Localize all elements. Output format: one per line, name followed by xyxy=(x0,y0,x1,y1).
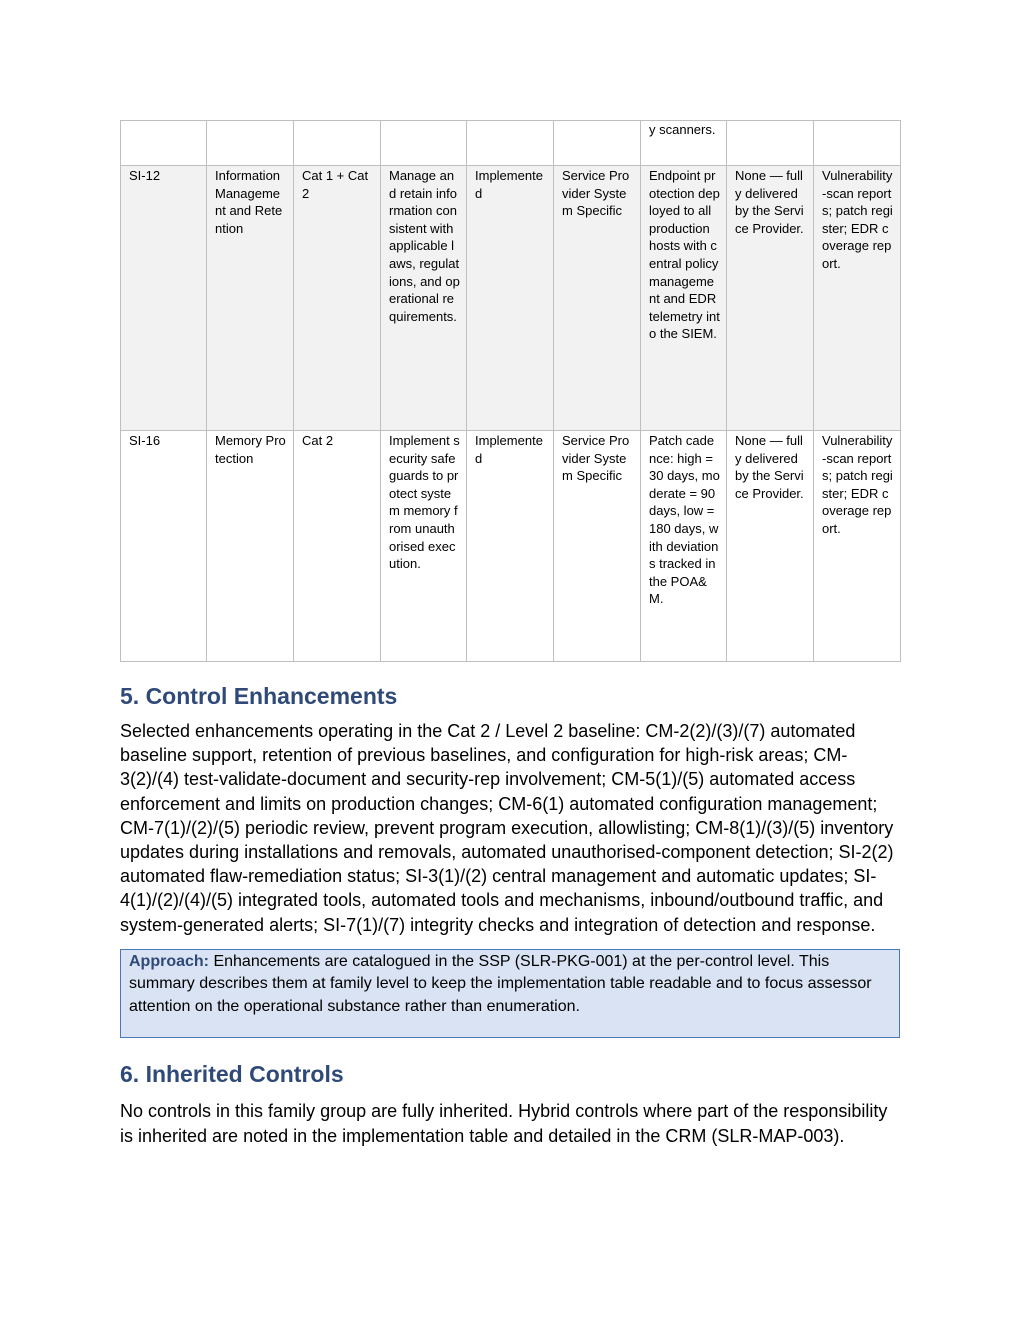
category-cell: Cat 2 xyxy=(294,431,381,662)
callout-text: Enhancements are catalogued in the SSP (SLR-PKG-001) at the per-control level. This summary describes them at family level to keep the implementation table readable and to focus assessor attention on the operational substance rather than enumeration. xyxy=(129,952,872,1015)
table-row-si-16 xyxy=(121,431,901,662)
section-5-body: Selected enhancements operating in the Cat 2 / Level 2 baseline: CM-2(2)/(3)/(7) automated baseline support, retention of previous baselines, and configuration for high-risk areas; CM-3(2)/(4) test-validate-document and security-rep involvement; CM-5(1)/(5) automated access enforcement and limits on production changes; CM-6(1) automated configuration management; CM-7(1)/(2)/(5) periodic review, prevent program execution, allowlisting; CM-8(1)/(3)/(5) inventory updates during installations and removals, automated unauthorised-component detection; SI-2(2) automated flaw-remediation status; SI-3(1)/(2) central management and automatic updates; SI-4(1)/(2)/(4)/(5) integrated tools, automated tools and mechanisms, inbound/outbound traffic, and system-generated alerts; SI-7(1)/(7) integrity checks and integration of detection and response. xyxy=(120,721,894,935)
evidence-cell: Vulnerability-scan reports; patch register; EDR coverage report. xyxy=(814,431,901,662)
table-cell xyxy=(121,121,207,166)
implementation-cell: Endpoint protection deployed to all production hosts with central policy management and EDR telemetry into the SIEM. xyxy=(641,166,727,431)
section-6-heading: 6. Inherited Controls xyxy=(120,1061,344,1088)
status-cell: Implemented xyxy=(467,166,554,431)
control-name-cell: Information Management and Retention xyxy=(207,166,294,431)
table-cell xyxy=(814,121,901,166)
origination-cell: Service Provider System Specific xyxy=(554,166,641,431)
section-6-body: No controls in this family group are fully inherited. Hybrid controls where part of the responsibility is inherited are noted in the implementation table and detailed in the CRM (SLR-MAP-003). xyxy=(120,1101,888,1146)
table-cell xyxy=(294,121,381,166)
category-cell: Cat 1 + Cat 2 xyxy=(294,166,381,431)
approach-callout xyxy=(120,949,900,1039)
table-cell: y scanners. xyxy=(641,121,727,166)
implementation-cell: Patch cadence: high = 30 days, moderate = 90 days, low = 180 days, with deviations tracked in the POA&M. xyxy=(641,431,727,662)
table-cell xyxy=(467,121,554,166)
customer-responsibility-cell: None — fully delivered by the Service Provider. xyxy=(727,166,814,431)
implementation-table xyxy=(120,120,901,662)
document-page xyxy=(120,120,900,1148)
requirement-cell: Implement security safeguards to protect system memory from unauthorised execution. xyxy=(381,431,467,662)
customer-responsibility-cell: None — fully delivered by the Service Provider. xyxy=(727,431,814,662)
requirement-cell: Manage and retain information consistent with applicable laws, regulations, and operational requirements. xyxy=(381,166,467,431)
table-cell xyxy=(727,121,814,166)
evidence-cell: Vulnerability-scan reports; patch register; EDR coverage report. xyxy=(814,166,901,431)
callout-label: Approach: xyxy=(129,952,209,970)
origination-cell: Service Provider System Specific xyxy=(554,431,641,662)
table-cell xyxy=(554,121,641,166)
table-row-si-12 xyxy=(121,166,901,431)
section-5-heading: 5. Control Enhancements xyxy=(120,683,398,709)
table-row-continued xyxy=(121,121,901,166)
control-id-cell: SI-12 xyxy=(121,166,207,431)
status-cell: Implemented xyxy=(467,431,554,662)
table-cell xyxy=(207,121,294,166)
table-cell xyxy=(381,121,467,166)
control-id-cell: SI-16 xyxy=(121,431,207,662)
control-name-cell: Memory Protection xyxy=(207,431,294,662)
